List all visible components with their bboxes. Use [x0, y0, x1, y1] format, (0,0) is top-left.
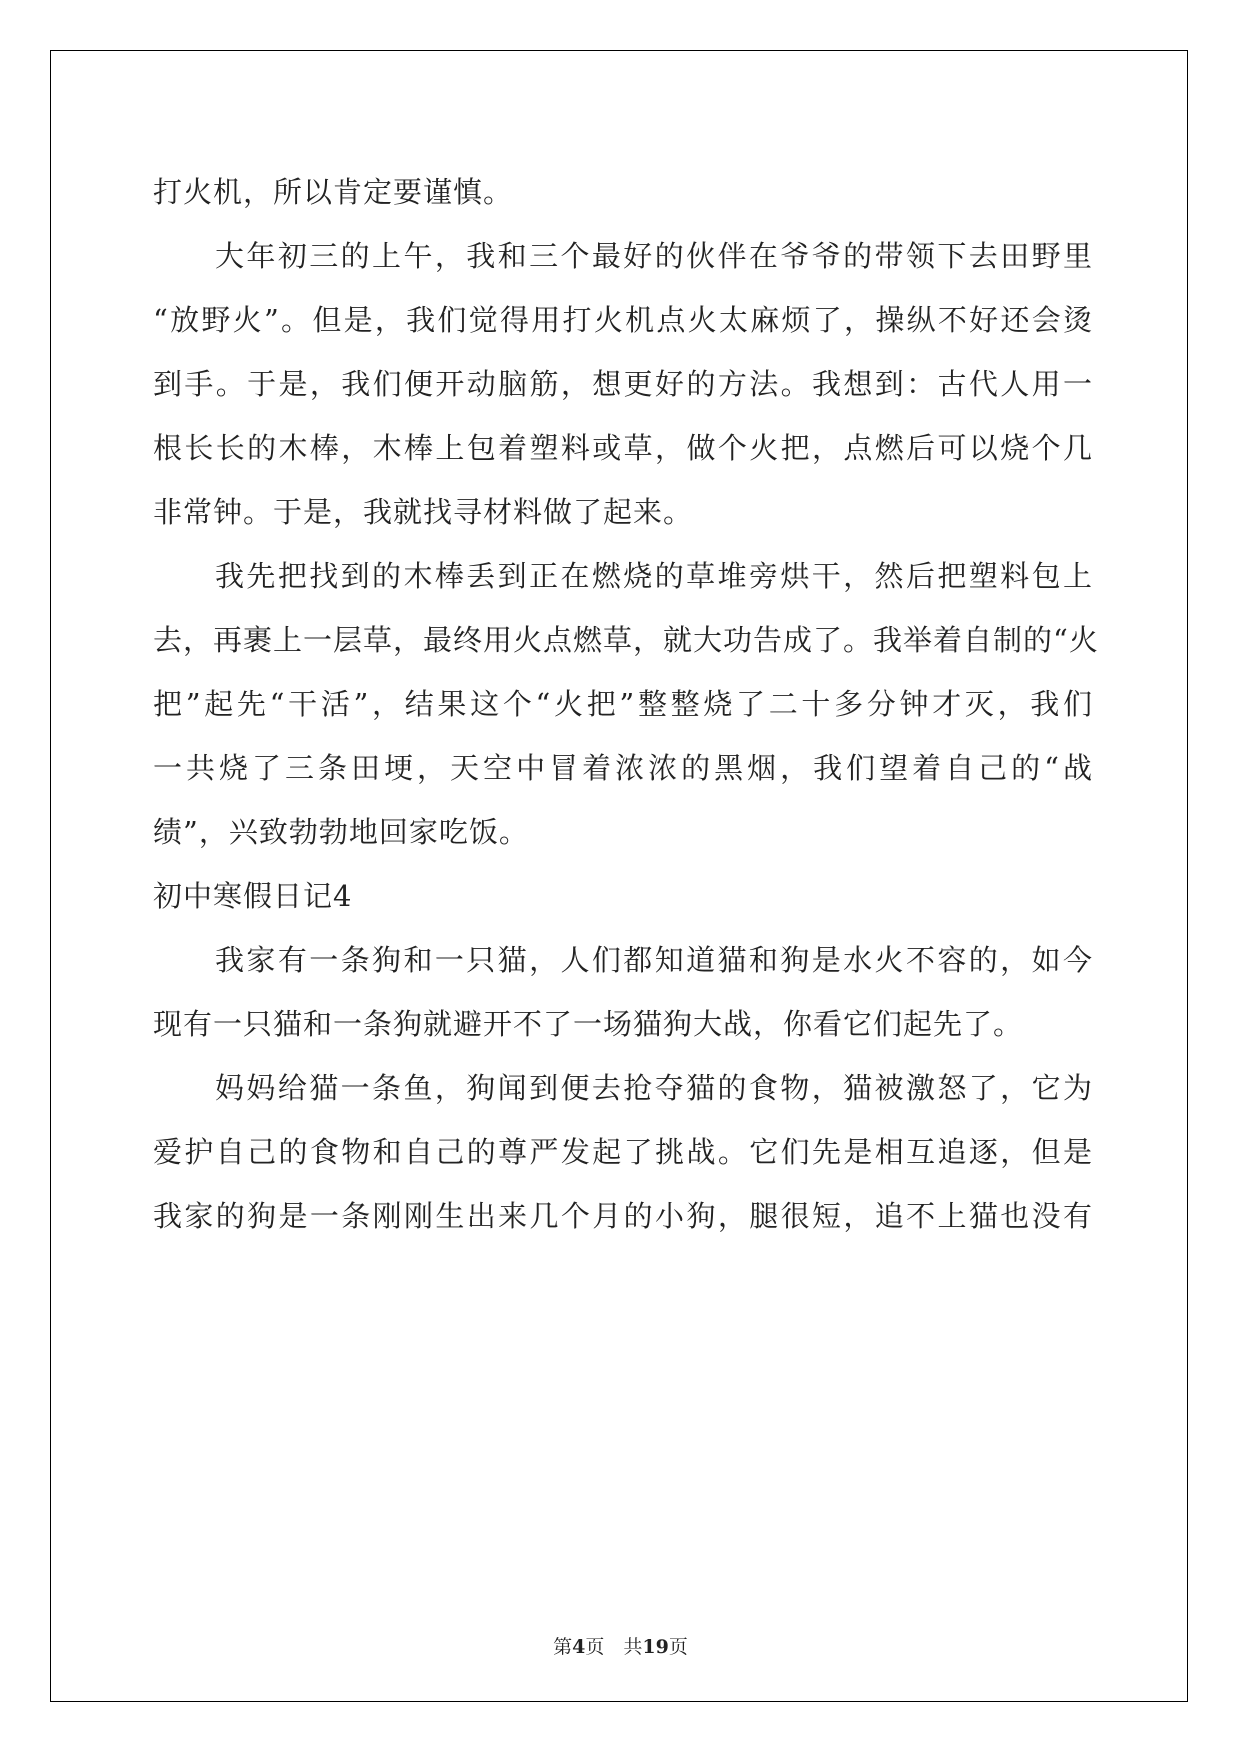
text-line: 我先把找到的木棒丢到正在燃烧的草堆旁烘干，然后把塑料包上 [215, 559, 1093, 593]
text-line: 大年初三的上午，我和三个最好的伙伴在爷爷的带领下去田野里 [215, 239, 1093, 273]
footer-prefix: 第 [553, 1636, 573, 1658]
paragraph [153, 1056, 1093, 1248]
paragraph [153, 928, 1093, 1056]
page-number: 4 [572, 1636, 586, 1658]
footer-middle: 页 共 [585, 1636, 643, 1658]
text-line: 打火机，所以肯定要谨慎。 [153, 175, 514, 209]
text-line: “放野火”。但是，我们觉得用打火机点火太麻烦了，操纵不好还会烫 [153, 303, 1093, 337]
page-total: 19 [642, 1636, 669, 1658]
paragraph [153, 544, 1099, 864]
footer-suffix: 页 [668, 1636, 688, 1658]
text-line: 我家的狗是一条刚刚生出来几个月的小狗，腿很短，追不上猫也没有 [153, 1199, 1093, 1233]
text-line: 非常钟。于是，我就找寻材料做了起来。 [153, 495, 694, 529]
text-line: 现有一只猫和一条狗就避开不了一场猫狗大战，你看它们起先了。 [153, 1007, 1024, 1041]
text-line: 爱护自己的食物和自己的尊严发起了挑战。它们先是相互追逐，但是 [153, 1135, 1093, 1169]
text-line: 到手。于是，我们便开动脑筋，想更好的方法。我想到：古代人用一 [153, 367, 1093, 401]
document-body [153, 160, 1099, 1248]
text-line: 去，再裹上一层草，最终用火点燃草，就大功告成了。我举着自制的“火 [153, 623, 1099, 657]
text-line: 绩”，兴致勃勃地回家吃饭。 [153, 815, 529, 849]
text-line: 妈妈给猫一条鱼，狗闻到便去抢夺猫的食物，猫被激怒了，它为 [215, 1071, 1093, 1105]
text-line: 我家有一条狗和一只猫，人们都知道猫和狗是水火不容的，如今 [215, 943, 1093, 977]
text-line: 一共烧了三条田埂，天空中冒着浓浓的黑烟，我们望着自己的“战 [153, 751, 1093, 785]
paragraph [153, 224, 1093, 544]
text-line: 把”起先“干活”，结果这个“火把”整整烧了二十多分钟才灭，我们 [153, 687, 1093, 721]
paragraph [153, 160, 1093, 224]
page-footer [0, 1632, 1241, 1659]
section-heading: 初中寒假日记4 [153, 879, 353, 913]
text-line: 根长长的木棒，木棒上包着塑料或草，做个火把，点燃后可以烧个几 [153, 431, 1093, 465]
